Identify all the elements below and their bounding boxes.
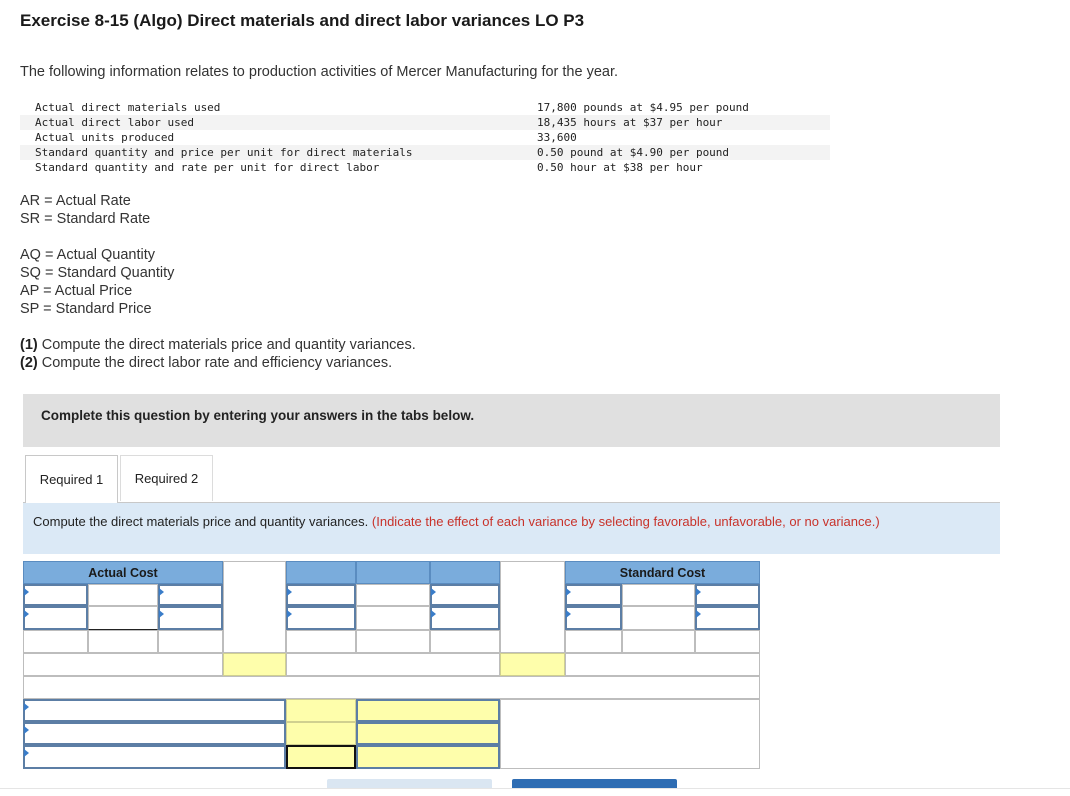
empty-cell — [158, 630, 223, 653]
actual-cost-header: Actual Cost — [23, 561, 223, 584]
variance-label-select[interactable] — [23, 699, 286, 722]
middle-header — [356, 561, 430, 584]
middle-value-input[interactable] — [356, 584, 430, 606]
exercise-title: Exercise 8-15 (Algo) Direct materials and direct labor variances LO P3 — [20, 11, 585, 30]
empty-area — [500, 699, 760, 769]
total-input[interactable] — [500, 653, 565, 676]
info-value: 0.50 hour at $38 per hour — [537, 161, 703, 174]
quantity-definitions — [20, 246, 174, 318]
variance-amount-input[interactable] — [286, 699, 356, 722]
question-number: (2) — [20, 355, 38, 371]
info-table — [20, 100, 830, 175]
tab-required-2[interactable]: Required 2 — [120, 455, 213, 501]
standard-price-label-select[interactable] — [695, 606, 760, 630]
question-item — [20, 354, 416, 372]
variance-effect-select[interactable] — [356, 699, 500, 722]
variance-worksheet — [23, 561, 760, 769]
info-row — [20, 160, 830, 175]
actual-cost-total[interactable] — [23, 653, 223, 676]
definition: SQ = Standard Quantity — [20, 265, 175, 281]
actual-quantity-label-select[interactable] — [23, 606, 88, 630]
info-row — [20, 130, 830, 145]
info-label: Actual units produced — [35, 131, 175, 144]
spacer-row — [23, 676, 760, 699]
actual-quantity-input[interactable] — [88, 584, 158, 606]
middle-label-select[interactable] — [286, 584, 356, 606]
empty-cell — [286, 630, 356, 653]
instruction-banner — [23, 394, 1000, 447]
standard-quantity-input[interactable] — [622, 584, 695, 606]
definition: AP = Actual Price — [20, 283, 133, 299]
banner-text: Complete this question by entering your answers in the tabs below. — [41, 408, 475, 423]
actual-price-input[interactable] — [88, 606, 158, 630]
info-row — [20, 145, 830, 160]
standard-cost-total[interactable] — [565, 653, 760, 676]
rate-definitions — [20, 192, 150, 228]
question-text: Compute the direct labor rate and efficiency variances. — [37, 355, 393, 371]
middle-value-input[interactable] — [356, 606, 430, 630]
total-variance-label-select[interactable] — [23, 745, 286, 769]
info-value: 18,435 hours at $37 per hour — [537, 115, 830, 130]
instruction-hint: (Indicate the effect of each variance by selecting favorable, unfavorable, or no variance.) — [371, 514, 880, 529]
standard-quantity-label-select[interactable] — [565, 584, 622, 606]
intro-text: The following information relates to production activities of Mercer Manufacturing for the year. — [20, 64, 619, 80]
variance-label-select[interactable] — [23, 722, 286, 745]
info-value: 0.50 pound at $4.90 per pound — [537, 145, 830, 160]
middle-header — [430, 561, 500, 584]
definition: AQ = Actual Quantity — [20, 247, 156, 263]
info-label: Standard quantity and price per unit for direct materials — [20, 145, 537, 160]
empty-cell — [23, 630, 88, 653]
actual-price-label-select[interactable] — [158, 584, 223, 606]
middle-total[interactable] — [286, 653, 500, 676]
instruction-text: Compute the direct materials price and quantity variances. — [33, 514, 369, 529]
info-label: Actual direct labor used — [20, 115, 537, 130]
variance-effect-select[interactable] — [356, 722, 500, 745]
info-row — [20, 100, 830, 115]
definition: AR = Actual Rate — [20, 193, 131, 209]
standard-price-input[interactable] — [622, 606, 695, 630]
actual-quantity-label-select[interactable] — [23, 584, 88, 606]
total-variance-amount-input[interactable] — [286, 745, 356, 769]
standard-cost-header: Standard Cost — [565, 561, 760, 584]
empty-cell — [430, 630, 500, 653]
operator-column — [500, 561, 565, 653]
total-variance-effect-select[interactable] — [356, 745, 500, 769]
tab-required-1[interactable]: Required 1 — [25, 455, 118, 503]
middle-label-select[interactable] — [430, 606, 500, 630]
info-label: Actual direct materials used — [35, 101, 221, 114]
variance-amount-input[interactable] — [286, 722, 356, 745]
question-number: (1) — [20, 337, 38, 353]
tab-instruction — [23, 503, 1000, 554]
standard-quantity-label-select[interactable] — [565, 606, 622, 630]
middle-label-select[interactable] — [430, 584, 500, 606]
standard-price-label-select[interactable] — [695, 584, 760, 606]
empty-cell — [622, 630, 695, 653]
definition: SP = Standard Price — [20, 301, 152, 317]
info-value: 33,600 — [537, 131, 577, 144]
middle-label-select[interactable] — [286, 606, 356, 630]
question-list — [20, 336, 416, 372]
empty-cell — [88, 630, 158, 653]
next-button[interactable] — [512, 779, 677, 788]
info-label: Standard quantity and rate per unit for direct labor — [35, 161, 380, 174]
info-value: 17,800 pounds at $4.95 per pound — [537, 101, 749, 114]
actual-price-label-select[interactable] — [158, 606, 223, 630]
empty-cell — [695, 630, 760, 653]
question-text: Compute the direct materials price and quantity variances. — [37, 337, 416, 353]
middle-header — [286, 561, 356, 584]
question-item — [20, 336, 416, 354]
definition: SR = Standard Rate — [20, 211, 151, 227]
operator-column — [223, 561, 286, 653]
page-bottom-divider — [0, 788, 1070, 789]
empty-cell — [356, 630, 430, 653]
info-row — [20, 115, 830, 130]
previous-button[interactable] — [327, 779, 492, 788]
empty-cell — [565, 630, 622, 653]
total-input[interactable] — [223, 653, 286, 676]
